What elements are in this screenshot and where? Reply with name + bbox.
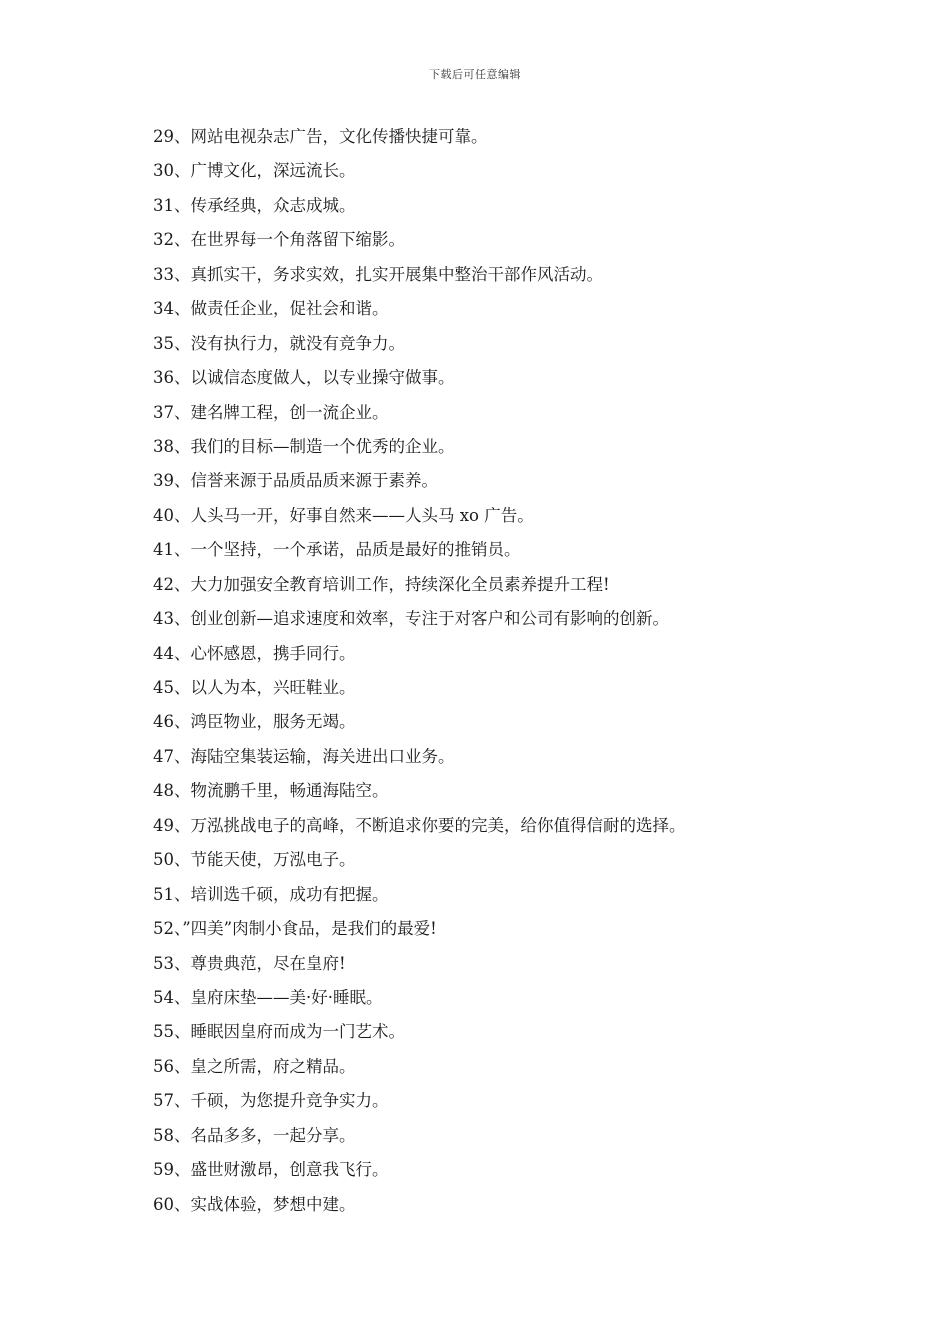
list-item: 59、盛世财激昂，创意我飞行。 xyxy=(153,1160,389,1180)
list-item: 60、实战体验，梦想中建。 xyxy=(153,1194,356,1214)
list-item: 37、建名牌工程，创一流企业。 xyxy=(153,402,389,422)
list-item: 52、”四美”肉制小食品，是我们的最爱! xyxy=(153,919,437,939)
list-item: 44、心怀感恩，携手同行。 xyxy=(153,643,356,663)
list-item: 58、名品多多，一起分享。 xyxy=(153,1125,356,1145)
list-item: 50、节能天使，万泓电子。 xyxy=(153,850,356,870)
list-item: 48、物流鹏千里，畅通海陆空。 xyxy=(153,781,389,801)
list-item: 34、做责任企业，促社会和谐。 xyxy=(153,299,389,319)
list-item: 36、以诚信态度做人，以专业操守做事。 xyxy=(153,368,455,388)
list-item: 45、以人为本，兴旺鞋业。 xyxy=(153,678,356,697)
page-header: 下载后可任意编辑 xyxy=(429,68,521,81)
list-item: 40、人头马一开，好事自然来——人头马 xo 广告。 xyxy=(153,505,534,525)
list-item: 31、传承经典，众志成城。 xyxy=(153,195,356,215)
list-item: 53、尊贵典范，尽在皇府! xyxy=(153,953,346,973)
list-item: 47、海陆空集装运输，海关进出口业务。 xyxy=(153,746,455,766)
list-item: 49、万泓挑战电子的高峰，不断追求你要的完美，给你值得信耐的选择。 xyxy=(153,815,686,835)
list-item: 42、大力加强安全教育培训工作，持续深化全员素养提升工程! xyxy=(153,574,610,594)
list-item: 56、皇之所需，府之精品。 xyxy=(153,1056,356,1076)
list-item: 33、真抓实干，务求实效，扎实开展集中整治干部作风活动。 xyxy=(153,264,603,284)
slogan-list xyxy=(153,124,686,1226)
list-item: 54、皇府床垫——美·好·睡眠。 xyxy=(153,987,383,1007)
list-item: 57、千硕，为您提升竞争实力。 xyxy=(153,1091,389,1111)
list-item: 46、鸿臣物业，服务无竭。 xyxy=(153,712,356,732)
list-item: 32、在世界每一个角落留下缩影。 xyxy=(153,230,405,250)
list-item: 30、广博文化，深远流长。 xyxy=(153,161,356,181)
list-item: 38、我们的目标—制造一个优秀的企业。 xyxy=(153,436,455,456)
list-item: 29、网站电视杂志广告，文化传播快捷可靠。 xyxy=(153,127,488,146)
list-item: 41、一个坚持，一个承诺，品质是最好的推销员。 xyxy=(153,540,521,560)
list-item: 55、睡眠因皇府而成为一门艺术。 xyxy=(153,1022,405,1042)
list-item: 43、创业创新—追求速度和效率，专注于对客户和公司有影响的创新。 xyxy=(153,609,669,629)
list-item: 39、信誉来源于品质品质来源于素养。 xyxy=(153,471,438,491)
list-item: 35、没有执行力，就没有竞争力。 xyxy=(153,333,405,353)
list-item: 51、培训选千硕，成功有把握。 xyxy=(153,884,389,904)
